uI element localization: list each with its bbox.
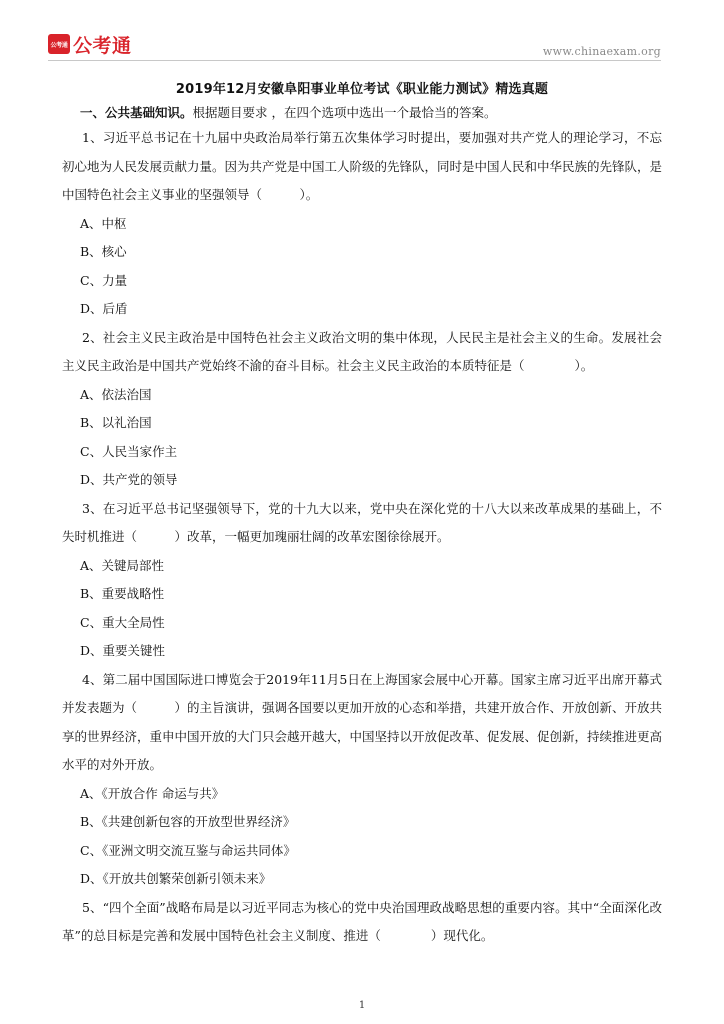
site-url[interactable]: www.chinaexam.org [542, 45, 661, 58]
header-divider [48, 60, 661, 61]
option-a: A、中枢 [80, 215, 127, 231]
question-stem: 5、“四个全面”战略布局是以习近平同志为核心的党中央治国理政战略思想的重要内容。其中“全面深化改革”的总目标是完善和发展中国特色社会主义制度、推进（ ）现代化。 [62, 899, 662, 943]
question-stem: 3、在习近平总书记坚强领导下，党的十九大以来，党中央在深化党的十八大以来改革成果的基础上，不失时机推进（ ）改革，一幅更加瑰丽壮阔的改革宏图徐徐展开。 [62, 500, 662, 544]
option-c: C、重大全局性 [80, 614, 165, 630]
option-d: D、重要关键性 [80, 643, 166, 658]
option-c: C、《亚洲文明交流互鉴与命运共同体》 [80, 842, 296, 858]
question-stem: 4、第二届中国国际进口博览会于2019年11月5日在上海国家会展中心开幕。国家主席习近平出席开幕式并发表题为（ ）的主旨演讲，强调各国要以更加开放的心态和举措，共建开放合作、开放创新、开放共享的世界经济，重申中国开放的大门只会越开越大，中国坚持以开放促改革、促发展、促创新，持续推进更高水平的对外开放。 [62, 671, 663, 772]
option-a: A、依法治国 [80, 386, 152, 402]
section-heading-label: 一、公共基础知识。 [80, 105, 193, 120]
option-c: C、力量 [80, 272, 128, 288]
section-instruction: 根据题目要求 ，在四个选项中选出一个最恰当的答案。 [192, 105, 497, 120]
logo-text: 公考通 [73, 34, 132, 57]
option-c: C、人民当家作主 [80, 443, 178, 459]
option-b: B、以礼治国 [80, 415, 152, 430]
brand-logo[interactable] [48, 33, 132, 55]
document-body [62, 102, 662, 951]
section-heading [62, 102, 662, 124]
document-title: 2019年12月安徽阜阳事业单位考试《职业能力测试》精选真题 [175, 82, 549, 97]
option-d: D、共产党的领导 [80, 472, 178, 487]
page-number: 1 [358, 1000, 366, 1011]
question-stem: 1、习近平总书记在十九届中央政治局举行第五次集体学习时提出，要加强对共产党人的理论学习，不忘初心地为人民发展贡献力量。因为共产党是中国工人阶级的先锋队，同时是中国人民和中华民族的先锋队，是中国特色社会主义事业的坚强领导（ ）。 [62, 130, 663, 202]
option-a: A、《开放合作 命运与共》 [80, 785, 225, 801]
question-stem: 2、社会主义民主政治是中国特色社会主义政治文明的集中体现，人民民主是社会主义的生命。发展社会主义民主政治是中国共产党始终不渝的奋斗目标。社会主义民主政治的本质特征是（ ）。 [62, 329, 662, 373]
option-d: D、后盾 [80, 301, 128, 316]
option-b: B、重要战略性 [80, 586, 165, 601]
option-b: B、核心 [80, 244, 127, 259]
page-header [0, 0, 724, 62]
option-d: D、《开放共创繁荣创新引领未来》 [80, 871, 272, 886]
option-a: A、关键局部性 [80, 557, 165, 573]
logo-badge-icon: 公考通 [48, 34, 70, 54]
option-b: B、《共建创新包容的开放型世界经济》 [80, 814, 296, 829]
